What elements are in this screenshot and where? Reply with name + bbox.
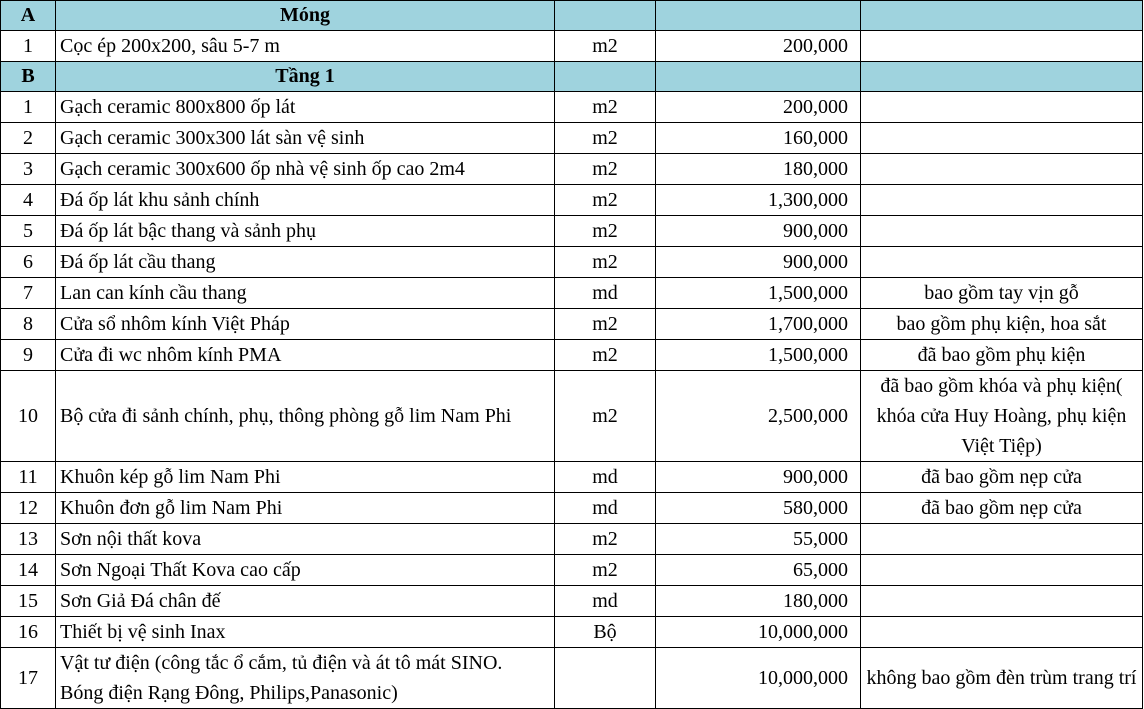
section-note-cell [861,62,1143,92]
item-price: 160,000 [656,123,861,154]
section-unit-cell [555,62,656,92]
item-price: 1,300,000 [656,185,861,216]
item-description: Đá ốp lát cầu thang [56,247,555,278]
item-note: đã bao gồm nẹp cửa [861,493,1143,524]
table-row [1,648,1143,709]
item-note: đã bao gồm khóa và phụ kiện( khóa cửa Huy Hoàng, phụ kiện Việt Tiệp) [861,371,1143,462]
item-description: Lan can kính cầu thang [56,278,555,309]
item-description: Gạch ceramic 300x600 ốp nhà vệ sinh ốp cao 2m4 [56,154,555,185]
table-row [1,278,1143,309]
table-row [1,524,1143,555]
item-unit: m2 [555,216,656,247]
table-row [1,216,1143,247]
section-code: A [1,1,56,31]
table-row [1,340,1143,371]
section-header-row [1,1,1143,31]
item-price: 200,000 [656,31,861,62]
item-description: Thiết bị vệ sinh Inax [56,617,555,648]
item-number: 12 [1,493,56,524]
section-price-cell [656,1,861,31]
item-note [861,247,1143,278]
item-description: Khuôn kép gỗ lim Nam Phi [56,462,555,493]
item-number: 8 [1,309,56,340]
item-number: 10 [1,371,56,462]
item-unit: md [555,462,656,493]
item-unit: md [555,586,656,617]
item-number: 5 [1,216,56,247]
section-code: B [1,62,56,92]
item-price: 580,000 [656,493,861,524]
item-price: 65,000 [656,555,861,586]
item-description: Sơn Ngoại Thất Kova cao cấp [56,555,555,586]
section-unit-cell [555,1,656,31]
item-price: 1,500,000 [656,278,861,309]
item-number: 2 [1,123,56,154]
item-description: Sơn Giả Đá chân đế [56,586,555,617]
table-row [1,31,1143,62]
item-description: Bộ cửa đi sảnh chính, phụ, thông phòng gỗ lim Nam Phi [56,371,555,462]
item-unit: m2 [555,31,656,62]
item-price: 2,500,000 [656,371,861,462]
table-row [1,154,1143,185]
item-unit: m2 [555,371,656,462]
item-unit: m2 [555,340,656,371]
item-number: 6 [1,247,56,278]
item-number: 1 [1,92,56,123]
item-description: Vật tư điện (công tắc ổ cắm, tủ điện và át tô mát SINO. Bóng điện Rạng Đông, Philips,Panasonic) [56,648,555,709]
table-row [1,493,1143,524]
item-description: Đá ốp lát bậc thang và sảnh phụ [56,216,555,247]
item-unit: Bộ [555,617,656,648]
item-price: 900,000 [656,462,861,493]
item-unit: md [555,493,656,524]
item-number: 7 [1,278,56,309]
item-unit: m2 [555,247,656,278]
table-body [1,1,1143,709]
item-price: 10,000,000 [656,617,861,648]
item-unit: m2 [555,123,656,154]
item-description: Cửa đi wc nhôm kính PMA [56,340,555,371]
table-row [1,371,1143,462]
item-number: 9 [1,340,56,371]
item-description: Khuôn đơn gỗ lim Nam Phi [56,493,555,524]
item-price: 900,000 [656,247,861,278]
table-row [1,92,1143,123]
item-note [861,92,1143,123]
item-description: Đá ốp lát khu sảnh chính [56,185,555,216]
section-title: Móng [56,1,555,31]
item-number: 14 [1,555,56,586]
item-description: Gạch ceramic 300x300 lát sàn vệ sinh [56,123,555,154]
item-description: Cọc ép 200x200, sâu 5-7 m [56,31,555,62]
table-row [1,185,1143,216]
item-note [861,555,1143,586]
item-note [861,617,1143,648]
item-unit: md [555,278,656,309]
item-number: 1 [1,31,56,62]
item-unit: m2 [555,524,656,555]
item-number: 15 [1,586,56,617]
table-row [1,555,1143,586]
item-description: Cửa sổ nhôm kính Việt Pháp [56,309,555,340]
item-note: không bao gồm đèn trùm trang trí [861,648,1143,709]
item-unit: m2 [555,555,656,586]
section-price-cell [656,62,861,92]
item-price: 180,000 [656,154,861,185]
item-note [861,154,1143,185]
item-note: đã bao gồm phụ kiện [861,340,1143,371]
item-unit: m2 [555,309,656,340]
item-note: bao gồm tay vịn gỗ [861,278,1143,309]
section-header-row [1,62,1143,92]
item-unit [555,648,656,709]
item-description: Sơn nội thất kova [56,524,555,555]
item-description: Gạch ceramic 800x800 ốp lát [56,92,555,123]
item-note [861,31,1143,62]
item-unit: m2 [555,185,656,216]
table-row [1,462,1143,493]
item-number: 11 [1,462,56,493]
table-row [1,309,1143,340]
item-price: 900,000 [656,216,861,247]
item-number: 4 [1,185,56,216]
item-price: 200,000 [656,92,861,123]
item-note [861,524,1143,555]
item-price: 1,500,000 [656,340,861,371]
item-number: 3 [1,154,56,185]
item-price: 180,000 [656,586,861,617]
section-note-cell [861,1,1143,31]
item-unit: m2 [555,92,656,123]
table-row [1,586,1143,617]
item-price: 1,700,000 [656,309,861,340]
table-row [1,247,1143,278]
section-title: Tầng 1 [56,62,555,92]
item-number: 16 [1,617,56,648]
item-price: 55,000 [656,524,861,555]
item-number: 13 [1,524,56,555]
item-note [861,216,1143,247]
item-note: bao gồm phụ kiện, hoa sắt [861,309,1143,340]
item-note [861,123,1143,154]
item-number: 17 [1,648,56,709]
table-row [1,617,1143,648]
item-unit: m2 [555,154,656,185]
item-note [861,185,1143,216]
item-note: đã bao gồm nẹp cửa [861,462,1143,493]
table-row [1,123,1143,154]
item-price: 10,000,000 [656,648,861,709]
item-note [861,586,1143,617]
